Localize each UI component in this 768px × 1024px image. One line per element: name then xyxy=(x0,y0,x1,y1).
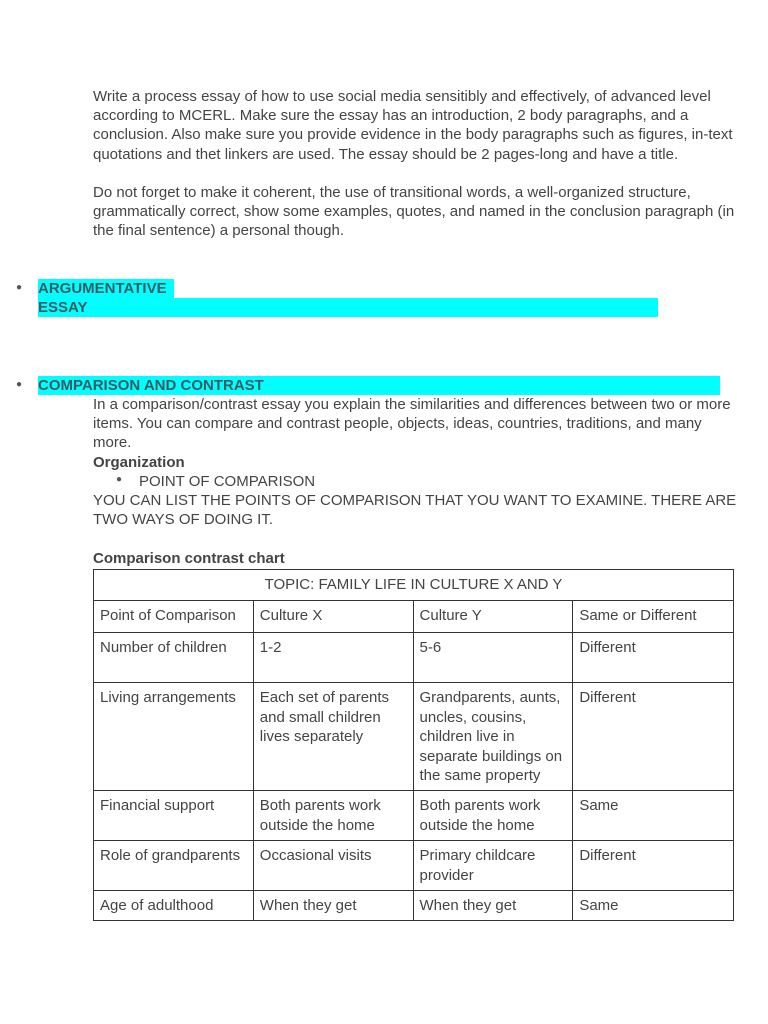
comparison-list-text: YOU CAN LIST THE POINTS OF COMPARISON THAT YOU WANT TO EXAMINE. THERE ARE TWO WAYS OF DOING IT. xyxy=(93,492,737,529)
table-cell: Both parents work outside the home xyxy=(253,791,413,841)
table-cell: Living arrangements xyxy=(94,683,254,791)
argumentative-heading-line2: ESSAY xyxy=(38,298,658,317)
table-cell: Different xyxy=(573,841,734,891)
table-cell: When they get xyxy=(413,891,573,921)
comparison-heading: COMPARISON AND CONTRAST xyxy=(38,376,720,395)
table-cell: Same xyxy=(573,891,734,921)
table-row xyxy=(94,683,734,791)
table-topic: TOPIC: FAMILY LIFE IN CULTURE X AND Y xyxy=(94,570,734,601)
bullet-icon: ● xyxy=(16,282,23,293)
organization-label: Organization xyxy=(93,454,185,471)
table-header-cell: Point of Comparison xyxy=(94,601,254,633)
table-topic-row xyxy=(94,570,734,601)
table-cell: Different xyxy=(573,633,734,683)
table-cell: Both parents work outside the home xyxy=(413,791,573,841)
table-cell: Financial support xyxy=(94,791,254,841)
table-row xyxy=(94,633,734,683)
table-cell: Each set of parents and small children lives separately xyxy=(253,683,413,791)
table-cell: Age of adulthood xyxy=(94,891,254,921)
prompt-paragraph-2: Do not forget to make it coherent, the use of transitional words, a well-organized structure, grammatically correct, show some examples, quotes, and named in the conclusion paragraph (in the final sentence) a personal though. xyxy=(93,184,735,240)
table-cell: Grandparents, aunts, uncles, cousins, children live in separate buildings on the same property xyxy=(413,683,573,791)
comparison-intro: In a comparison/contrast essay you explain the similarities and differences between two or more items. You can compare and contrast people, objects, ideas, countries, traditions, and many more. xyxy=(93,396,731,452)
table-cell: Role of grandparents xyxy=(94,841,254,891)
table-header-cell: Same or Different xyxy=(573,601,734,633)
table-row xyxy=(94,891,734,921)
comparison-table xyxy=(93,569,734,921)
prompt-paragraph-1: Write a process essay of how to use social media sensitibly and effectively, of advanced level according to MCERL. Make sure the essay has an introduction, 2 body paragraphs, and a conclusion. Also make sure you provide evidence in the body paragraphs such as figures, in-text quotations and thet linkers are used. The essay should be 2 pages-long and have a title. xyxy=(93,88,733,163)
table-header-row xyxy=(94,601,734,633)
point-of-comparison-item: POINT OF COMPARISON xyxy=(139,473,316,490)
table-header-cell: Culture Y xyxy=(413,601,573,633)
bullet-icon: ● xyxy=(16,379,23,390)
table-row xyxy=(94,791,734,841)
table-cell: When they get xyxy=(253,891,413,921)
table-cell: 1-2 xyxy=(253,633,413,683)
bullet-icon: ● xyxy=(116,474,123,485)
table-row xyxy=(94,841,734,891)
table-cell: Different xyxy=(573,683,734,791)
argumentative-heading-line1: ARGUMENTATIVE xyxy=(38,279,174,298)
table-cell: Number of children xyxy=(94,633,254,683)
table-header-cell: Culture X xyxy=(253,601,413,633)
table-cell: Same xyxy=(573,791,734,841)
table-cell: Occasional visits xyxy=(253,841,413,891)
table-cell: Primary childcare provider xyxy=(413,841,573,891)
table-cell: 5-6 xyxy=(413,633,573,683)
chart-label: Comparison contrast chart xyxy=(93,550,285,567)
